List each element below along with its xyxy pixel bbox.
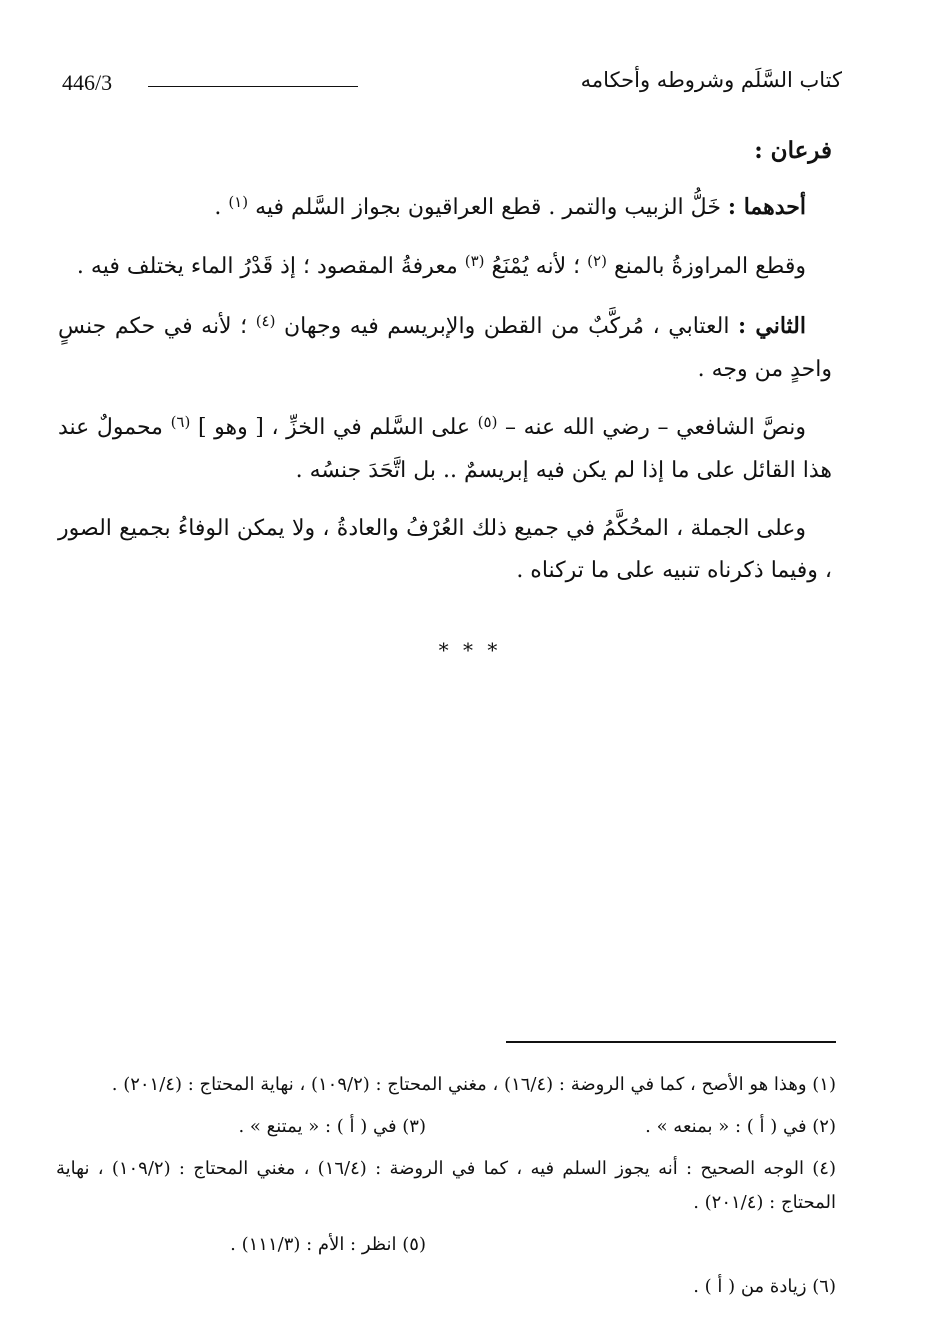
footnote-row-2-3 (56, 1110, 836, 1144)
paragraph-1-lead: أحدهما : (727, 194, 806, 220)
footnote-6: (٦) زيادة من ( أ ) . (693, 1276, 836, 1297)
footnote-ref-2[interactable]: (٢) (587, 252, 607, 270)
paragraph-4-text-a: ونصَّ الشافعي – رضي الله عنه – (505, 415, 806, 440)
paragraph-3-text-a: العتابي ، مُركَّبٌ من القطن والإبريسم فيه وجهان (284, 314, 730, 339)
paragraph-5-text: وعلى الجملة ، المحُكَّمُ في جميع ذلك العُرْفُ والعادةُ ، ولا يمكن الوفاءُ بجميع الصور ، وفيما ذكرناه تنبيه على ما تركناه . (58, 516, 832, 583)
footnote-ref-5[interactable]: (٥) (477, 413, 498, 431)
running-header (62, 66, 842, 102)
paragraph-2-text-b: ؛ لأنه يُمْنَعُ (491, 254, 581, 279)
section-separator: * * * (438, 638, 502, 662)
paragraph-1 (58, 186, 832, 230)
page-number: 446/3 (62, 70, 113, 95)
footnote-3: (٣) في ( أ ) : « يمتنع » . (238, 1116, 426, 1137)
paragraph-2 (58, 246, 832, 289)
footnotes (56, 1068, 836, 1312)
footnote-5-spacer (426, 1228, 836, 1262)
paragraph-2-text-c: معرفةُ المقصود ؛ إذ قَدْرُ الماء يختلف فيه . (76, 254, 458, 279)
footnote-5: (٥) انظر : الأم : (١١١/٣) . (230, 1234, 426, 1255)
paragraph-4-text-c: محمولٌ عند هذا القائل على ما إذا لم يكن فيه إبريسمٌ .. بل اتَّحَدَ جنسُه . (58, 415, 832, 483)
footnote-ref-4[interactable]: (٤) (255, 312, 276, 330)
footnote-ref-6[interactable]: (٦) (170, 413, 191, 431)
footnote-row-5 (56, 1228, 836, 1262)
footnote-ref-1[interactable]: (١) (228, 193, 249, 211)
footnote-4: (٤) الوجه الصحيح : أنه يجوز السلم فيه ، كما في الروضة : (١٦/٤) ، مغني المحتاج : (١٠٩/٢) ، نهاية المحتاج : (٢٠١/٤) . (56, 1158, 836, 1213)
paragraph-1-tail: . (214, 195, 222, 220)
paragraph-3-text-b: ؛ لأنه في حكم جنسٍ واحدٍ من وجه . (58, 314, 832, 382)
paragraph-4-text-b: على السَّلم في الخزِّ ، [ وهو ] (197, 415, 471, 440)
paragraph-4 (58, 407, 832, 492)
paragraph-2-text-a: وقطع المراوزةُ بالمنع (613, 254, 806, 279)
header-rule (148, 86, 358, 87)
main-text (58, 130, 832, 608)
paragraph-3-lead: الثاني : (738, 313, 806, 339)
running-title: كتاب السَّلَم وشروطه وأحكامه (580, 68, 842, 92)
section-heading: فرعان : (754, 137, 832, 164)
footnote-1: (١) وهذا هو الأصح ، كما في الروضة : (١٦/٤) ، مغني المحتاج : (١٠٩/٢) ، نهاية المحتاج : (٢٠١/٤) . (111, 1074, 836, 1095)
footnote-ref-3[interactable]: (٣) (464, 252, 485, 270)
footnote-rule (506, 1041, 836, 1043)
paragraph-3 (58, 305, 832, 391)
paragraph-1-text: خَلُّ الزبيب والتمر . قطع العراقيون بجواز السَّلم فيه (255, 195, 721, 220)
paragraph-5 (58, 508, 832, 592)
footnote-2: (٢) في ( أ ) : « بمنعه » . (645, 1116, 836, 1137)
